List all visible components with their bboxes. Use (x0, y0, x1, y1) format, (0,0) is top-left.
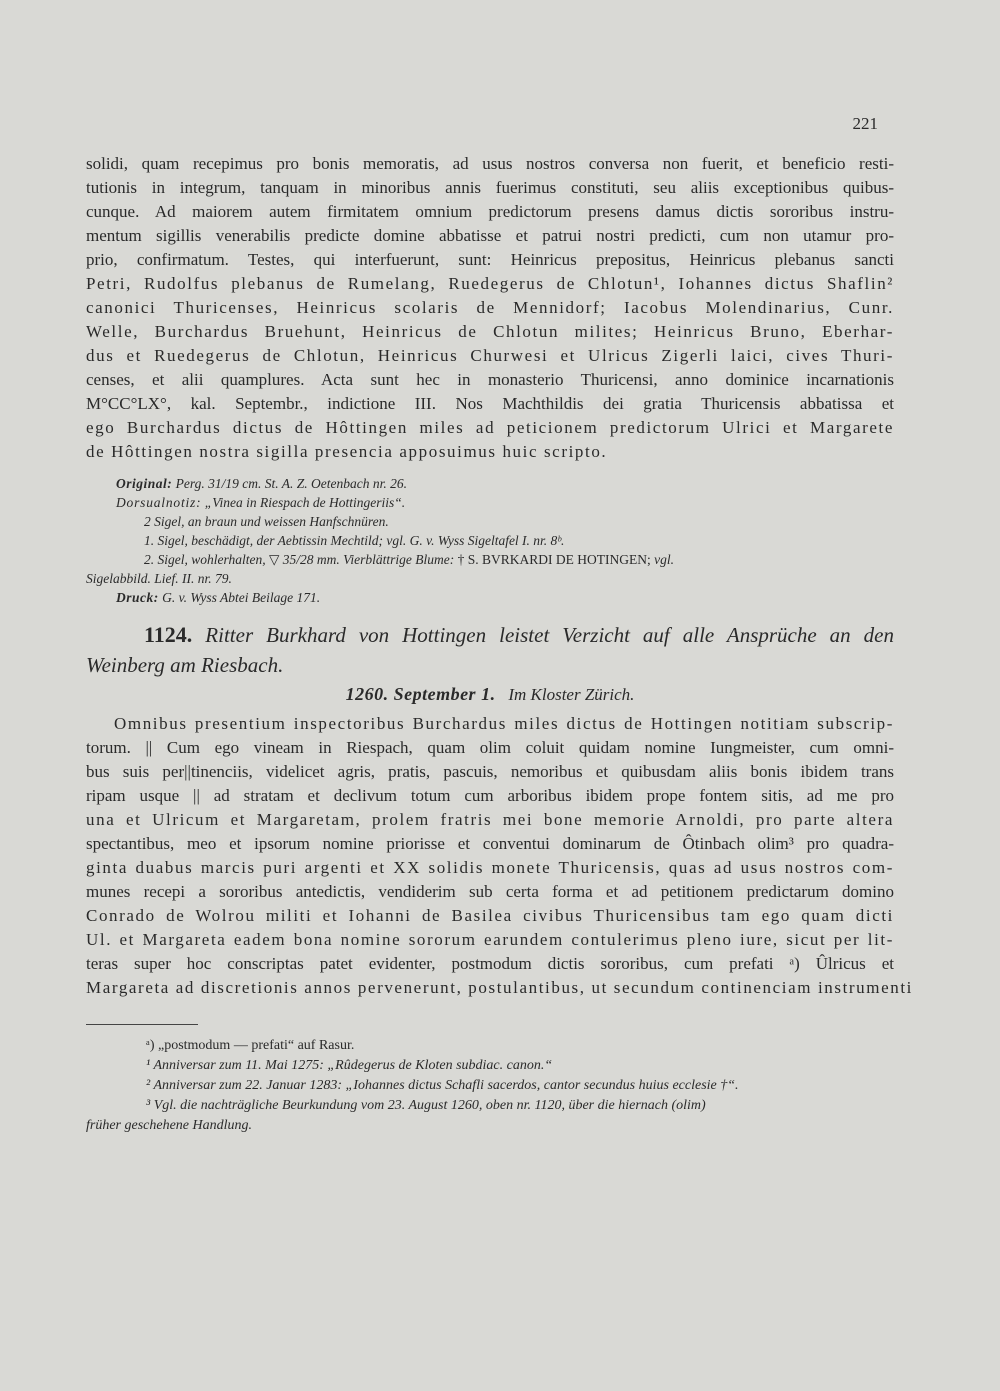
date-line (86, 680, 894, 708)
note-label: Original: (116, 476, 173, 491)
note-label: Druck: (116, 590, 159, 605)
title-line: Ritter Burkhard von Hottingen leistet Verzicht auf alle Ansprüche an den (205, 623, 894, 647)
text-line: munes recepi a sororibus antedictis, vendiderim sub certa forma et ad petitionem predictarum domino (86, 882, 894, 901)
seal-legend: † S. BVRKARDI DE HOTINGEN; (457, 552, 651, 567)
note-druck (86, 588, 894, 607)
text-line: Omnibus presentium inspectoribus Burchardus miles dictus de Hottingen notitiam subscrip- (114, 714, 894, 733)
text-line: solidi, quam recepimus pro bonis memoratis, ad usus nostros conversa non fuerit, et beneficio resti- (86, 154, 894, 173)
document-heading (86, 620, 894, 708)
note-sigel-1: 1. Sigel, beschädigt, der Aebtissin Mechtild; vgl. G. v. Wyss Sigeltafel I. nr. 8ᵇ. (144, 533, 565, 548)
text-line: Conrado de Wolrou militi et Iohanni de Basilea civibus Thuricensibus tam ego quam dicti (86, 906, 894, 925)
text-line: ginta duabus marcis puri argenti et XX solidis monete Thuricensis, quas ad usus nostros com- (86, 858, 894, 877)
footnote: ³ Vgl. die nachträgliche Beurkundung vom 23. August 1260, oben nr. 1120, über die hiernach (olim) (146, 1098, 706, 1113)
text-line: una et Ulricum et Margaretam, prolem fratris mei bone memorie Arnoldi, pro parte altera (86, 810, 894, 829)
text-line: Margareta ad discretionis annos pervenerunt, postulantibus, ut secundum continenciam instrumenti (86, 978, 913, 997)
text-line: Welle, Burchardus Bruehunt, Heinricus de Chlotun milites; Heinricus Bruno, Eberhar- (86, 322, 894, 341)
document-title (86, 620, 894, 650)
text-line: cunque. Ad maiorem autem firmitatem omnium predictorum presens damus dictis sororibus instru- (86, 202, 894, 221)
text-line: teras super hoc conscriptas patet evidenter, postmodum dictis sororibus, cum prefati ᵃ) Ûlricus et (86, 954, 894, 973)
charter-text (86, 712, 913, 1000)
text-line: Petri, Rudolfus plebanus de Rumelang, Ruedegerus de Chlotun¹, Iohannes dictus Shaflin² (86, 274, 894, 293)
note-text: vgl. (654, 552, 674, 567)
document-date: 1260. September 1. (345, 684, 496, 704)
text-line: spectantibus, meo et ipsorum nomine priorisse et conventui dominarum de Ôtinbach olim³ pro quadra- (86, 834, 894, 853)
text-line: bus suis per||tinenciis, videlicet agris, pratis, pascuis, nemoribus et quibusdam aliis bonis ibidem trans (86, 762, 894, 781)
text-line: censes, et alii quamplures. Acta sunt hec in monasterio Thuricensi, anno dominice incarnationis (86, 370, 894, 389)
footnote-cont: früher geschehene Handlung. (86, 1118, 253, 1133)
note-label: Dorsualnotiz: (116, 495, 202, 510)
note-text: G. v. Wyss Abtei Beilage 171. (162, 590, 321, 605)
document-place: Im Kloster Zürich. (508, 685, 635, 704)
text-line: torum. || Cum ego vineam in Riespach, quam olim coluit quidam nomine Iungmeister, cum omni- (86, 738, 894, 757)
text-line: de Hôttingen nostra sigilla presencia apposuimus huic scripto. (86, 442, 608, 461)
note-text: Perg. 31/19 cm. St. A. Z. Oetenbach nr. 26. (175, 476, 407, 491)
text-line: Ul. et Margareta eadem bona nomine sororum earundem contulerimus pleno iure, sicut per lit- (86, 930, 894, 949)
footnote: ¹ Anniversar zum 11. Mai 1275: „Rûdegerus de Kloten subdiac. canon.“ (146, 1058, 553, 1073)
text-line: prio, confirmatum. Testes, qui interfuerunt, sunt: Heinricus prepositus, Heinricus plebanus sancti (86, 250, 894, 269)
note-original (86, 474, 894, 493)
note-text: „Vinea in Riespach de Hottingeriis“. (204, 495, 406, 510)
text-line: M°CC°LX°, kal. Septembr., indictione III. Nos Machthildis dei gratia Thuricensis abbatissa et (86, 394, 894, 413)
note-dorsual (86, 493, 894, 512)
text-line: mentum sigillis venerabilis predicte domine abbatisse et patrui nostri predicti, cum non utamur pro- (86, 226, 894, 245)
charter-text-continuation (86, 152, 894, 464)
text-line: dus et Ruedegerus de Chlotun, Heinricus Churwesi et Ulricus Zigerli laici, cives Thuri- (86, 346, 894, 365)
note-sigel-2 (86, 550, 894, 569)
note-text: 2. Sigel, wohlerhalten, ▽ 35/28 mm. Vierblättrige Blume: (144, 552, 455, 567)
text-line: canonici Thuricenses, Heinricus scolaris de Mennidorf; Iacobus Molendinarius, Cunr. (86, 298, 894, 317)
text-line: ego Burchardus dictus de Hôttingen miles ad peticionem predictorum Ulrici et Margarete (86, 418, 894, 437)
archival-notes (86, 474, 894, 607)
title-line: Weinberg am Riesbach. (86, 653, 284, 677)
note-sigel-2-cont: Sigelabbild. Lief. II. nr. 79. (86, 571, 232, 586)
document-number: 1124. (144, 622, 193, 647)
footnote-divider (86, 1024, 198, 1025)
footnotes (86, 1036, 894, 1136)
text-line: tutionis in integrum, tanquam in minoribus annis fuerimus constituti, seu aliis exceptionibus quibus- (86, 178, 894, 197)
text-line: ripam usque || ad stratam et declivum totum cum arboribus ibidem prope fontem sitis, ad me pro (86, 786, 894, 805)
note-sigel: 2 Sigel, an braun und weissen Hanfschnüren. (144, 514, 389, 529)
footnote: ² Anniversar zum 22. Januar 1283: „Iohannes dictus Schafli sacerdos, cantor secundus huius ecclesie †“. (146, 1078, 739, 1093)
footnote: ᵃ) „postmodum — prefati“ auf Rasur. (146, 1038, 355, 1053)
page-number: 221 (852, 114, 878, 133)
